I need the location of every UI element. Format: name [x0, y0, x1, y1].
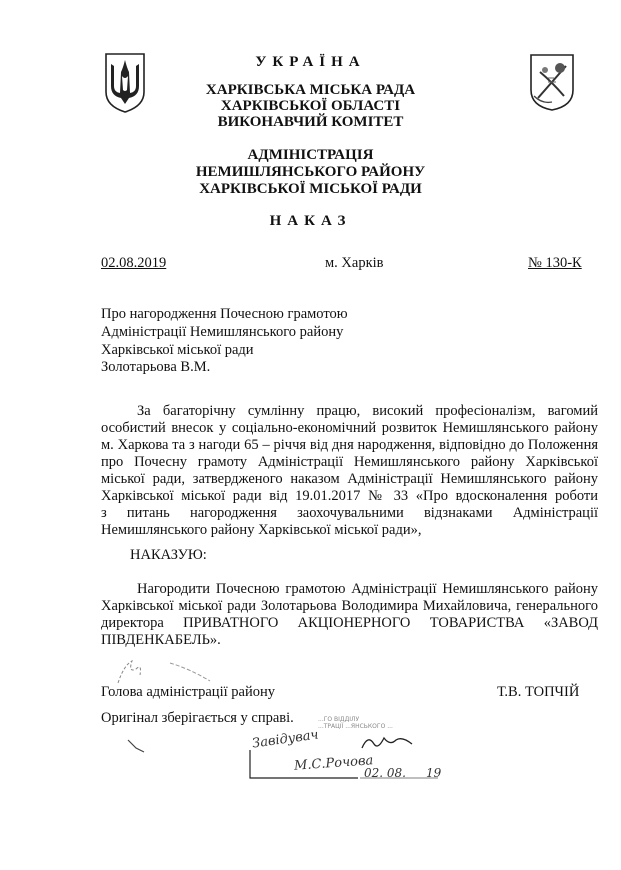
order-word: НАКАЗУЮ: — [130, 547, 207, 563]
body-line-3: м. Харкова та з нагоди 65 – річчя від дня народження, відповідно до Положення — [101, 437, 598, 453]
handwritten-date-year: 19 — [426, 766, 442, 780]
country-title: УКРАЇНА — [255, 54, 366, 70]
original-note: Оригінал зберігається у справі. — [101, 710, 294, 726]
tick-mark — [126, 736, 148, 756]
order-line-2: Харківської міської ради Золотарьова Володимира Михайловича, генерального — [101, 598, 598, 614]
body-line-2: особистий внесок у соціально-економічний розвиток Немишлянського району — [101, 420, 598, 436]
stamp-text — [318, 716, 393, 730]
council-line-3: ВИКОНАВЧИЙ КОМІТЕТ — [217, 114, 404, 130]
subject-line-2: Адміністрації Немишлянського району — [101, 324, 344, 340]
body-line-5: міської ради, затвердженого наказом Адміністрації Немишлянського району — [101, 471, 598, 487]
body-line-6: Харківської міської ради від 19.01.2017 № 33 «Про вдосконалення роботи — [101, 488, 598, 504]
document-number: № 130-К — [528, 255, 582, 271]
admin-line-1: АДМІНІСТРАЦІЯ — [247, 147, 374, 163]
subject-line-4: Золотарьова В.М. — [101, 359, 211, 375]
body-line-8: Немишлянського району Харківської міської ради», — [101, 522, 422, 538]
council-line-1: ХАРКІВСЬКА МІСЬКА РАДА — [205, 82, 416, 98]
subject-line-1: Про нагородження Почесною грамотою — [101, 306, 348, 322]
subject-line-3: Харківської міської ради — [101, 342, 254, 358]
council-line-2: ХАРКІВСЬКОЇ ОБЛАСТІ — [220, 98, 401, 114]
admin-line-2: НЕМИШЛЯНСЬКОГО РАЙОНУ — [195, 164, 426, 180]
order-line-4: ПІВДЕНКАБЕЛЬ». — [101, 632, 221, 648]
document-type-title: НАКАЗ — [269, 213, 352, 229]
stamp-line-2: ...ТРАЦІЇ ...ЯНСЬКОГО ... — [318, 723, 393, 730]
signature-mark — [110, 655, 230, 687]
body-line-1: За багаторічну сумлінну працю, високий професіоналізм, вагомий — [137, 403, 598, 419]
body-line-7: з питань нагородження заохочувальними відзнаками Адміністрації — [101, 505, 598, 521]
order-line-3: директора ПРИВАТНОГО АКЦІОНЕРНОГО ТОВАРИСТВА «ЗАВОД — [101, 615, 598, 631]
signatory-position: Голова адміністрації району — [101, 684, 275, 700]
handwritten-name: М.С.Рочова — [293, 753, 374, 774]
stamp-line-1: ...ГО ВІДДІЛУ — [318, 716, 360, 723]
handwritten-date-day: 02. 08. — [364, 766, 406, 780]
signatory-name: Т.В. ТОПЧІЙ — [497, 684, 580, 700]
document-date: 02.08.2019 — [101, 255, 167, 271]
order-line-1: Нагородити Почесною грамотою Адміністрації Немишлянського району — [137, 581, 598, 597]
body-line-4: про Почесну грамоту Адміністрації Немишлянського району Харківської — [101, 454, 598, 470]
certification-bracket — [248, 748, 438, 782]
admin-line-3: ХАРКІВСЬКОЇ МІСЬКОЇ РАДИ — [199, 181, 422, 197]
handwritten-position: Завідувач — [251, 727, 320, 752]
document-city: м. Харків — [325, 255, 384, 271]
